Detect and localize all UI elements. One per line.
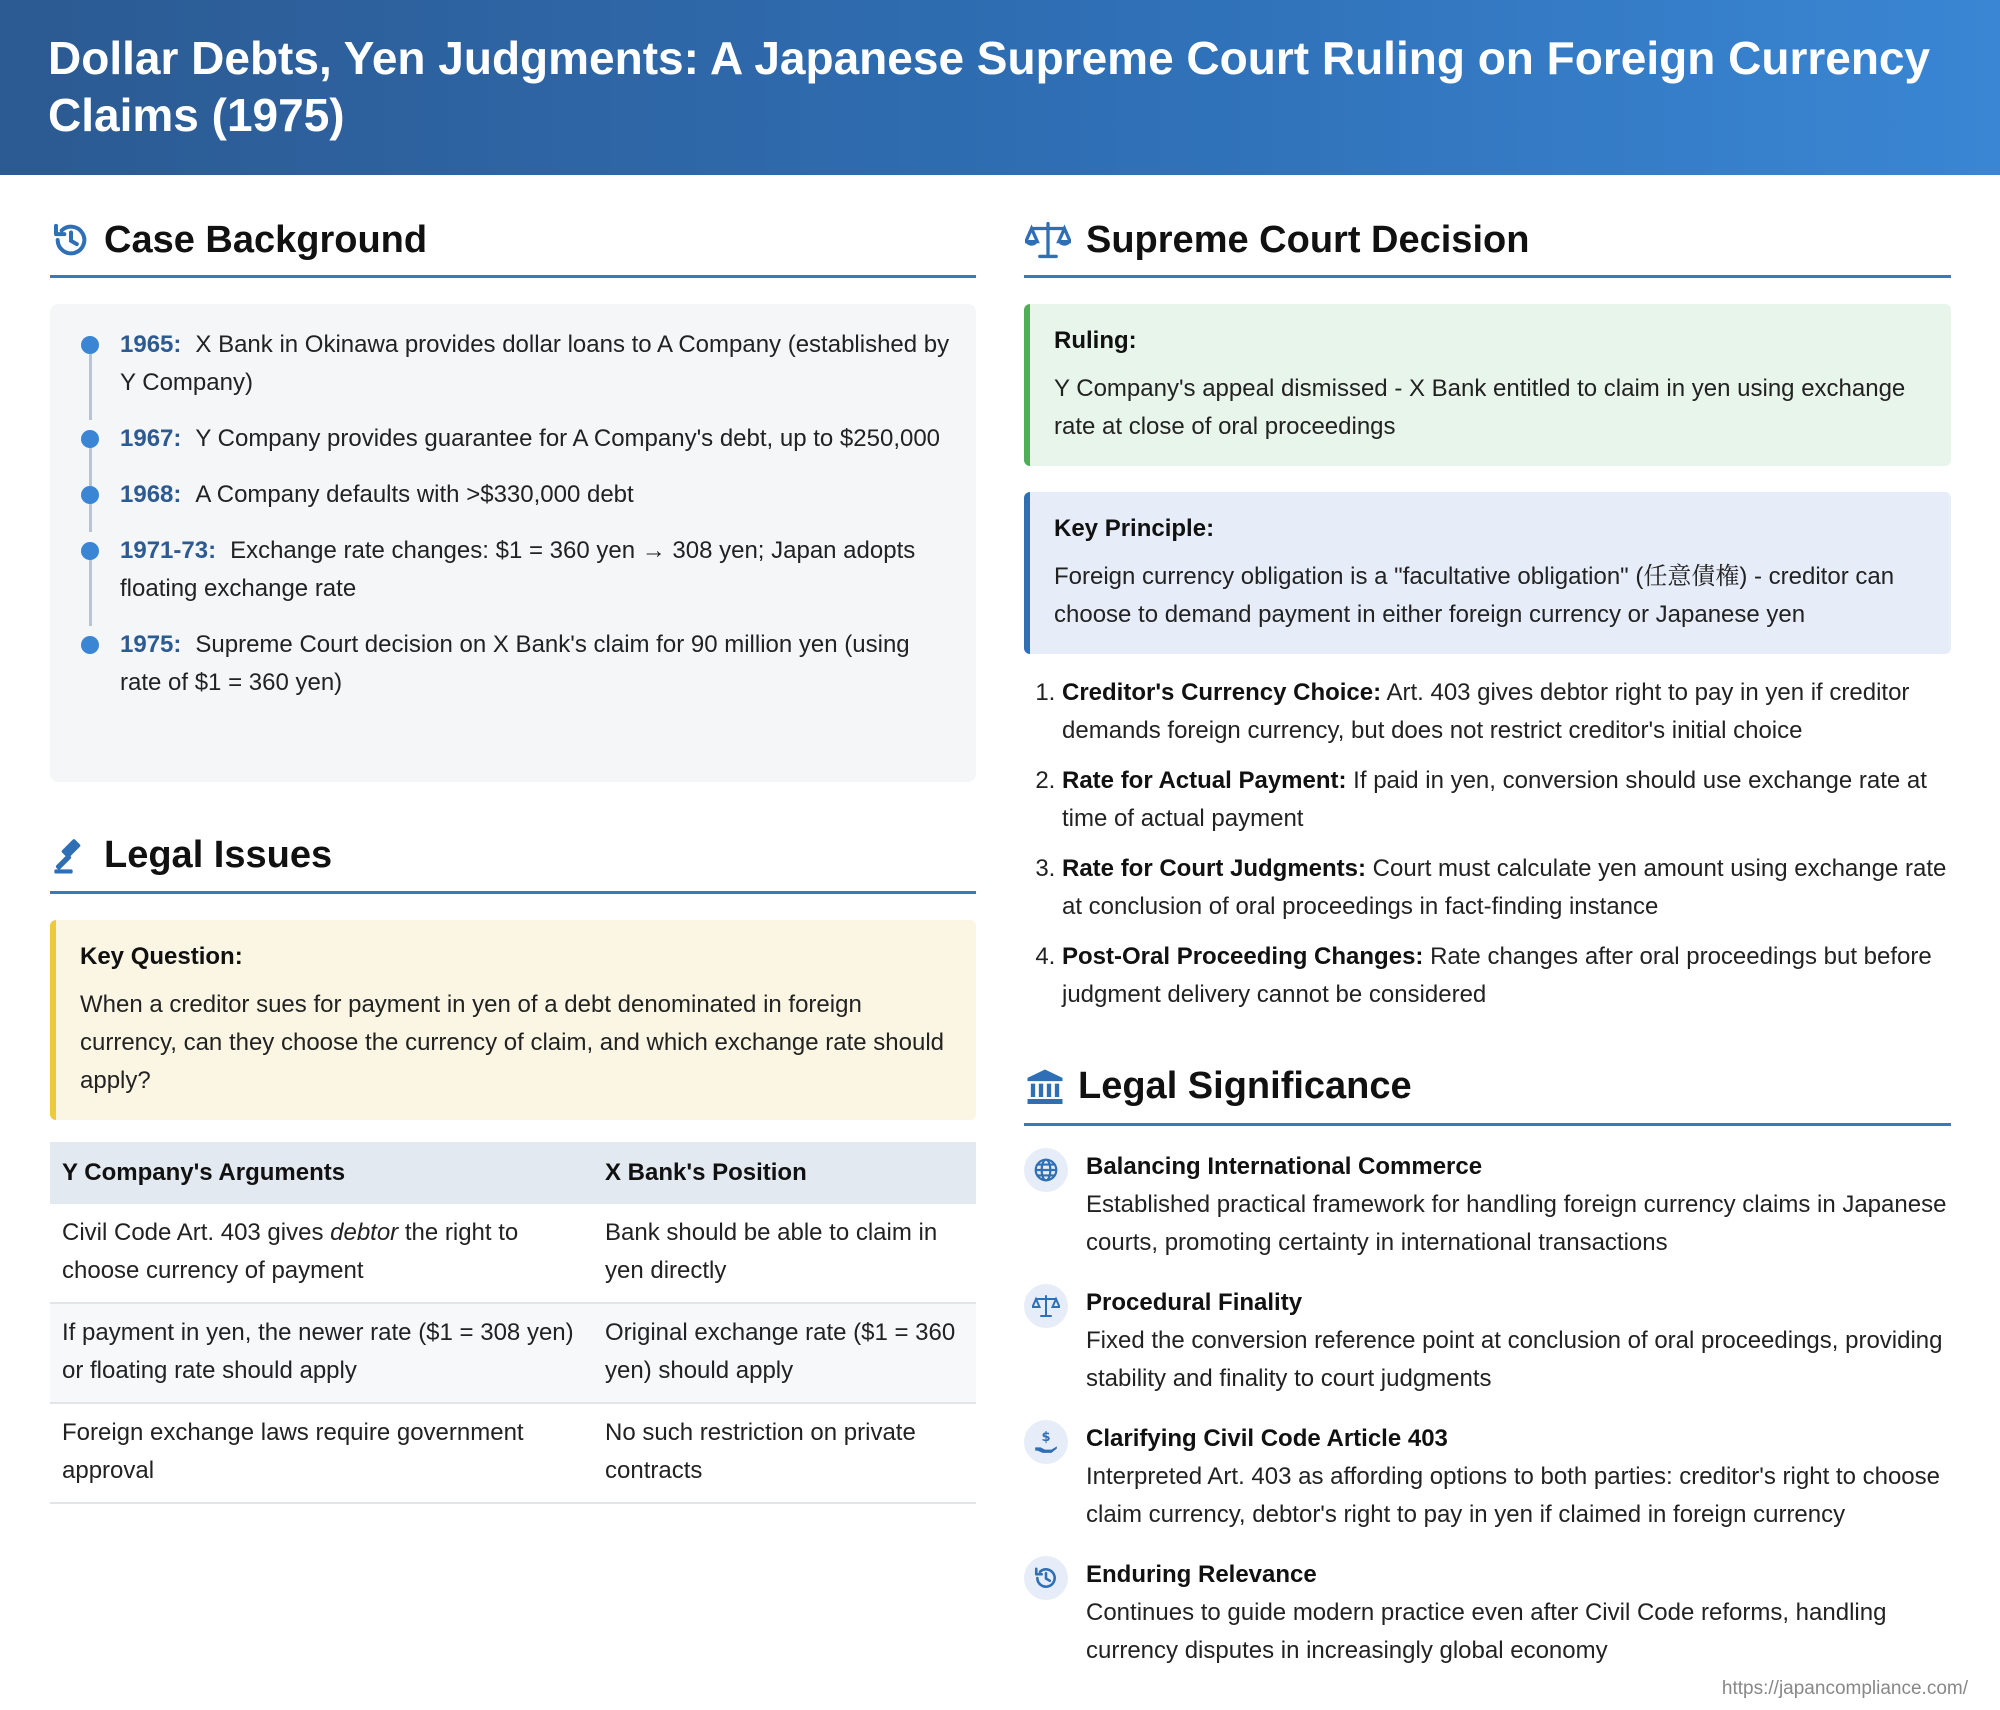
table-cell: No such restriction on private contracts xyxy=(593,1403,976,1503)
list-item xyxy=(1062,762,1951,838)
svg-text:$: $ xyxy=(1041,1429,1051,1445)
ruling-text: Y Company's appeal dismissed - X Bank entitled to claim in yen using exchange rate at close of oral proceedings xyxy=(1054,375,1906,440)
timeline-item xyxy=(74,326,952,402)
scales-icon xyxy=(1024,1284,1068,1328)
section-title: Legal Issues xyxy=(104,834,333,876)
timeline-item xyxy=(74,420,952,458)
timeline-year: 1967: xyxy=(120,425,182,452)
table-row xyxy=(50,1303,976,1403)
case-background-heading xyxy=(50,175,976,278)
history-icon xyxy=(50,219,92,261)
list-item-title: Rate for Actual Payment: xyxy=(1062,767,1347,794)
timeline-dot xyxy=(81,486,99,504)
timeline-text: A Company defaults with >$330,000 debt xyxy=(195,481,634,508)
timeline-item xyxy=(74,626,952,702)
cell-text: Civil Code Art. 403 gives xyxy=(62,1219,331,1246)
significance-title: Clarifying Civil Code Article 403 xyxy=(1086,1425,1448,1452)
timeline xyxy=(50,304,976,782)
table-header-row xyxy=(50,1142,976,1204)
significance-title: Balancing International Commerce xyxy=(1086,1153,1483,1180)
list-item-text: Rate changes after oral proceedings but before judgment delivery cannot be considered xyxy=(1062,943,1932,1008)
section-title: Legal Significance xyxy=(1078,1065,1412,1107)
list-item-text: Court must calculate yen amount using exchange rate at conclusion of oral proceedings in fact-finding instance xyxy=(1062,855,1947,920)
table-cell: If payment in yen, the newer rate ($1 = 308 yen) or floating rate should apply xyxy=(50,1303,593,1403)
list-item-text: If paid in yen, conversion should use exchange rate at time of actual payment xyxy=(1062,767,1927,832)
significance-title: Procedural Finality xyxy=(1086,1289,1303,1316)
principles-list xyxy=(1024,674,1951,1014)
timeline-dot xyxy=(81,542,99,560)
list-item-title: Creditor's Currency Choice: xyxy=(1062,679,1382,706)
significance-item xyxy=(1024,1420,1951,1534)
page-header xyxy=(0,0,2000,175)
scales-icon xyxy=(1024,219,1072,261)
timeline-text: Supreme Court decision on X Bank's claim for 90 million yen (using rate of $1 = 360 yen) xyxy=(120,631,910,696)
table-row xyxy=(50,1403,976,1503)
ruling-callout xyxy=(1024,304,1951,466)
timeline-dot xyxy=(81,636,99,654)
timeline-connector xyxy=(89,354,92,420)
significance-item xyxy=(1024,1284,1951,1398)
list-item xyxy=(1062,938,1951,1014)
table-header-y-company: Y Company's Arguments xyxy=(50,1142,593,1204)
timeline-dot xyxy=(81,430,99,448)
key-question-label: Key Question: xyxy=(80,943,243,970)
key-question-callout xyxy=(50,920,976,1120)
gavel-icon xyxy=(50,835,92,877)
table-header-x-bank: X Bank's Position xyxy=(593,1142,976,1204)
key-principle-callout xyxy=(1024,492,1951,654)
timeline-item xyxy=(74,532,952,608)
list-item-title: Rate for Court Judgments: xyxy=(1062,855,1367,882)
timeline-text: X Bank in Okinawa provides dollar loans to A Company (established by Y Company) xyxy=(120,331,950,396)
ruling-label: Ruling: xyxy=(1054,327,1137,354)
decision-heading xyxy=(1024,175,1951,278)
timeline-item xyxy=(74,476,952,514)
hand-dollar-icon xyxy=(1024,1420,1068,1464)
significance-text: Fixed the conversion reference point at conclusion of oral proceedings, providing stability and finality to court judgments xyxy=(1086,1327,1943,1392)
history-icon xyxy=(1024,1556,1068,1600)
legal-significance-heading xyxy=(1024,1026,1951,1126)
section-title: Supreme Court Decision xyxy=(1086,218,1530,261)
significance-text: Continues to guide modern practice even after Civil Code reforms, handling currency disputes in increasingly global economy xyxy=(1086,1599,1887,1664)
cell-emphasis: debtor xyxy=(330,1219,399,1246)
timeline-dot xyxy=(81,336,99,354)
list-item-title: Post-Oral Proceeding Changes: xyxy=(1062,943,1424,970)
list-item-text: Art. 403 gives debtor right to pay in yen if creditor demands foreign currency, but does not restrict creditor's initial choice xyxy=(1062,679,1910,744)
arguments-table xyxy=(50,1142,976,1504)
timeline-year: 1971-73: xyxy=(120,537,217,564)
significance-text: Interpreted Art. 403 as affording options to both parties: creditor's right to choose claim currency, debtor's right to pay in yen if claimed in foreign currency xyxy=(1086,1463,1940,1528)
legal-issues-heading xyxy=(50,782,976,894)
significance-text: Established practical framework for handling foreign currency claims in Japanese courts, promoting certainty in international transactions xyxy=(1086,1191,1947,1256)
key-principle-label: Key Principle: xyxy=(1054,515,1215,542)
table-cell: Original exchange rate ($1 = 360 yen) should apply xyxy=(593,1303,976,1403)
significance-list xyxy=(1024,1148,1951,1670)
list-item xyxy=(1062,674,1951,750)
section-title: Case Background xyxy=(104,218,428,261)
table-row xyxy=(50,1204,976,1303)
table-cell: Bank should be able to claim in yen directly xyxy=(593,1204,976,1303)
cell-text: the right to choose currency of payment xyxy=(62,1219,519,1284)
list-item xyxy=(1062,850,1951,926)
significance-title: Enduring Relevance xyxy=(1086,1561,1317,1588)
landmark-icon xyxy=(1024,1066,1066,1108)
key-question-text: When a creditor sues for payment in yen of a debt denominated in foreign currency, can they choose the currency of claim, and which exchange rate should apply? xyxy=(80,991,945,1094)
footer-url[interactable]: https://japancompliance.com/ xyxy=(1721,1678,1968,1699)
significance-item xyxy=(1024,1556,1951,1670)
timeline-connector xyxy=(89,504,92,532)
timeline-connector xyxy=(89,560,92,626)
timeline-text: Y Company provides guarantee for A Company's debt, up to $250,000 xyxy=(195,425,941,452)
timeline-year: 1968: xyxy=(120,481,182,508)
left-column xyxy=(50,175,976,1504)
table-cell xyxy=(50,1204,593,1303)
timeline-year: 1965: xyxy=(120,331,182,358)
table-cell: Foreign exchange laws require government approval xyxy=(50,1403,593,1503)
key-principle-text: Foreign currency obligation is a "facultative obligation" (任意債権) - creditor can choose to demand payment in either foreign currency or Japanese yen xyxy=(1054,563,1895,628)
right-column xyxy=(1024,175,1951,1692)
globe-icon xyxy=(1024,1148,1068,1192)
page-title: Dollar Debts, Yen Judgments: A Japanese Supreme Court Ruling on Foreign Currency Claims (1975) xyxy=(48,32,1931,141)
timeline-text: Exchange rate changes: $1 = 360 yen → 308 yen; Japan adopts floating exchange rate xyxy=(120,537,916,602)
significance-item xyxy=(1024,1148,1951,1262)
timeline-year: 1975: xyxy=(120,631,182,658)
